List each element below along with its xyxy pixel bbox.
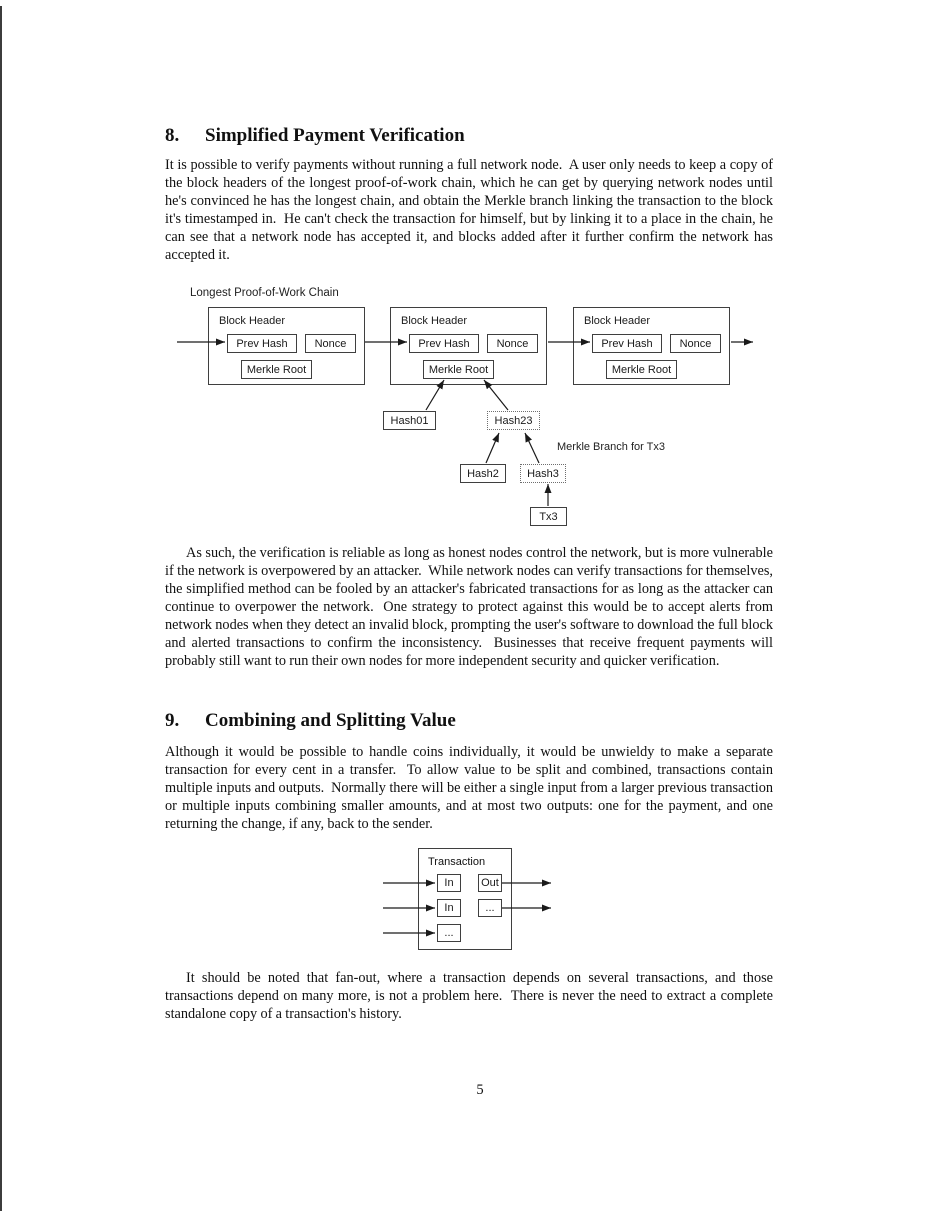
block-header-label: Block Header [401, 315, 468, 327]
merkle-chain-diagram [0, 285, 938, 533]
page-left-edge-line [0, 6, 2, 1211]
section-number: 8. [165, 125, 180, 146]
merkle-root-box: Merkle Root [241, 360, 312, 379]
output-box-2: ... [478, 899, 502, 917]
section-9-heading [165, 710, 785, 732]
nonce-box: Nonce [487, 334, 538, 353]
paragraph: As such, the verification is reliable as long as honest nodes control the network, but is more vulnerable if the network is overpowered by an attacker. While network nodes can verify transactions for themselves, the simplified method can be fooled by an attacker's fabricated transactions for as long as the attacker can continue to overpower the network. One strategy to protect against this would be to accept alerts from network nodes when they detect an invalid block, prompting the user's software to download the full block and alerted transactions to confirm the inconsistency. Businesses that receive frequent payments will probably still want to run their own nodes for more independent security and quicker verification. [165, 545, 777, 669]
hash23-box: Hash23 [487, 411, 540, 430]
paragraph: It should be noted that fan-out, where a transaction depends on several transactions, and those transactions depend on many more, is not a problem here. There is never the need to extract a complete standalone copy of a transaction's history. [165, 970, 777, 1022]
section-title: Combining and Splitting Value [205, 710, 456, 731]
paragraph: It is possible to verify payments without running a full network node. A user only needs to keep a copy of the block headers of the longest proof-of-work chain, which he can get by querying network nodes until he's convinced he has the longest chain, and obtain the Merkle branch linking the transaction to the block it's timestamped in. He can't check the transaction for himself, but by linking it to a place in the chain, he can see that a network node has accepted it, and blocks added after it further confirm the network has accepted it. [165, 157, 777, 263]
output-box-1: Out [478, 874, 502, 892]
block-3 [573, 307, 730, 385]
chain-diagram-title: Longest Proof-of-Work Chain [190, 287, 339, 299]
hash01-box: Hash01 [383, 411, 436, 430]
nonce-box: Nonce [670, 334, 721, 353]
block-header-label: Block Header [219, 315, 286, 327]
block-header-label: Block Header [584, 315, 651, 327]
paragraph: Although it would be possible to handle coins individually, it would be unwieldy to make a separate transaction for every cent in a transfer. To allow value to be split and combined, transactions contain multiple inputs and outputs. Normally there will be either a single input from a larger previous transaction or multiple inputs combining smaller amounts, and at most two outputs: one for the payment, and one returning the change, if any, back to the sender. [165, 744, 777, 832]
input-box-1: In [437, 874, 461, 892]
section-8-heading [165, 125, 785, 147]
section-number: 9. [165, 710, 180, 731]
merkle-branch-label: Merkle Branch for Tx3 [557, 441, 666, 453]
hash2-box: Hash2 [460, 464, 506, 483]
block-2 [390, 307, 547, 385]
input-box-3: ... [437, 924, 461, 942]
transaction-diagram [0, 845, 938, 957]
input-box-2: In [437, 899, 461, 917]
prev-hash-box: Prev Hash [409, 334, 479, 353]
tx3-box: Tx3 [530, 507, 567, 526]
page-number: 5 [476, 1082, 484, 1098]
merkle-root-box: Merkle Root [423, 360, 494, 379]
merkle-root-box: Merkle Root [606, 360, 677, 379]
prev-hash-box: Prev Hash [227, 334, 297, 353]
section-title: Simplified Payment Verification [205, 125, 465, 146]
prev-hash-box: Prev Hash [592, 334, 662, 353]
nonce-box: Nonce [305, 334, 356, 353]
transaction-title: Transaction [428, 856, 486, 868]
hash3-box: Hash3 [520, 464, 566, 483]
block-1 [208, 307, 365, 385]
